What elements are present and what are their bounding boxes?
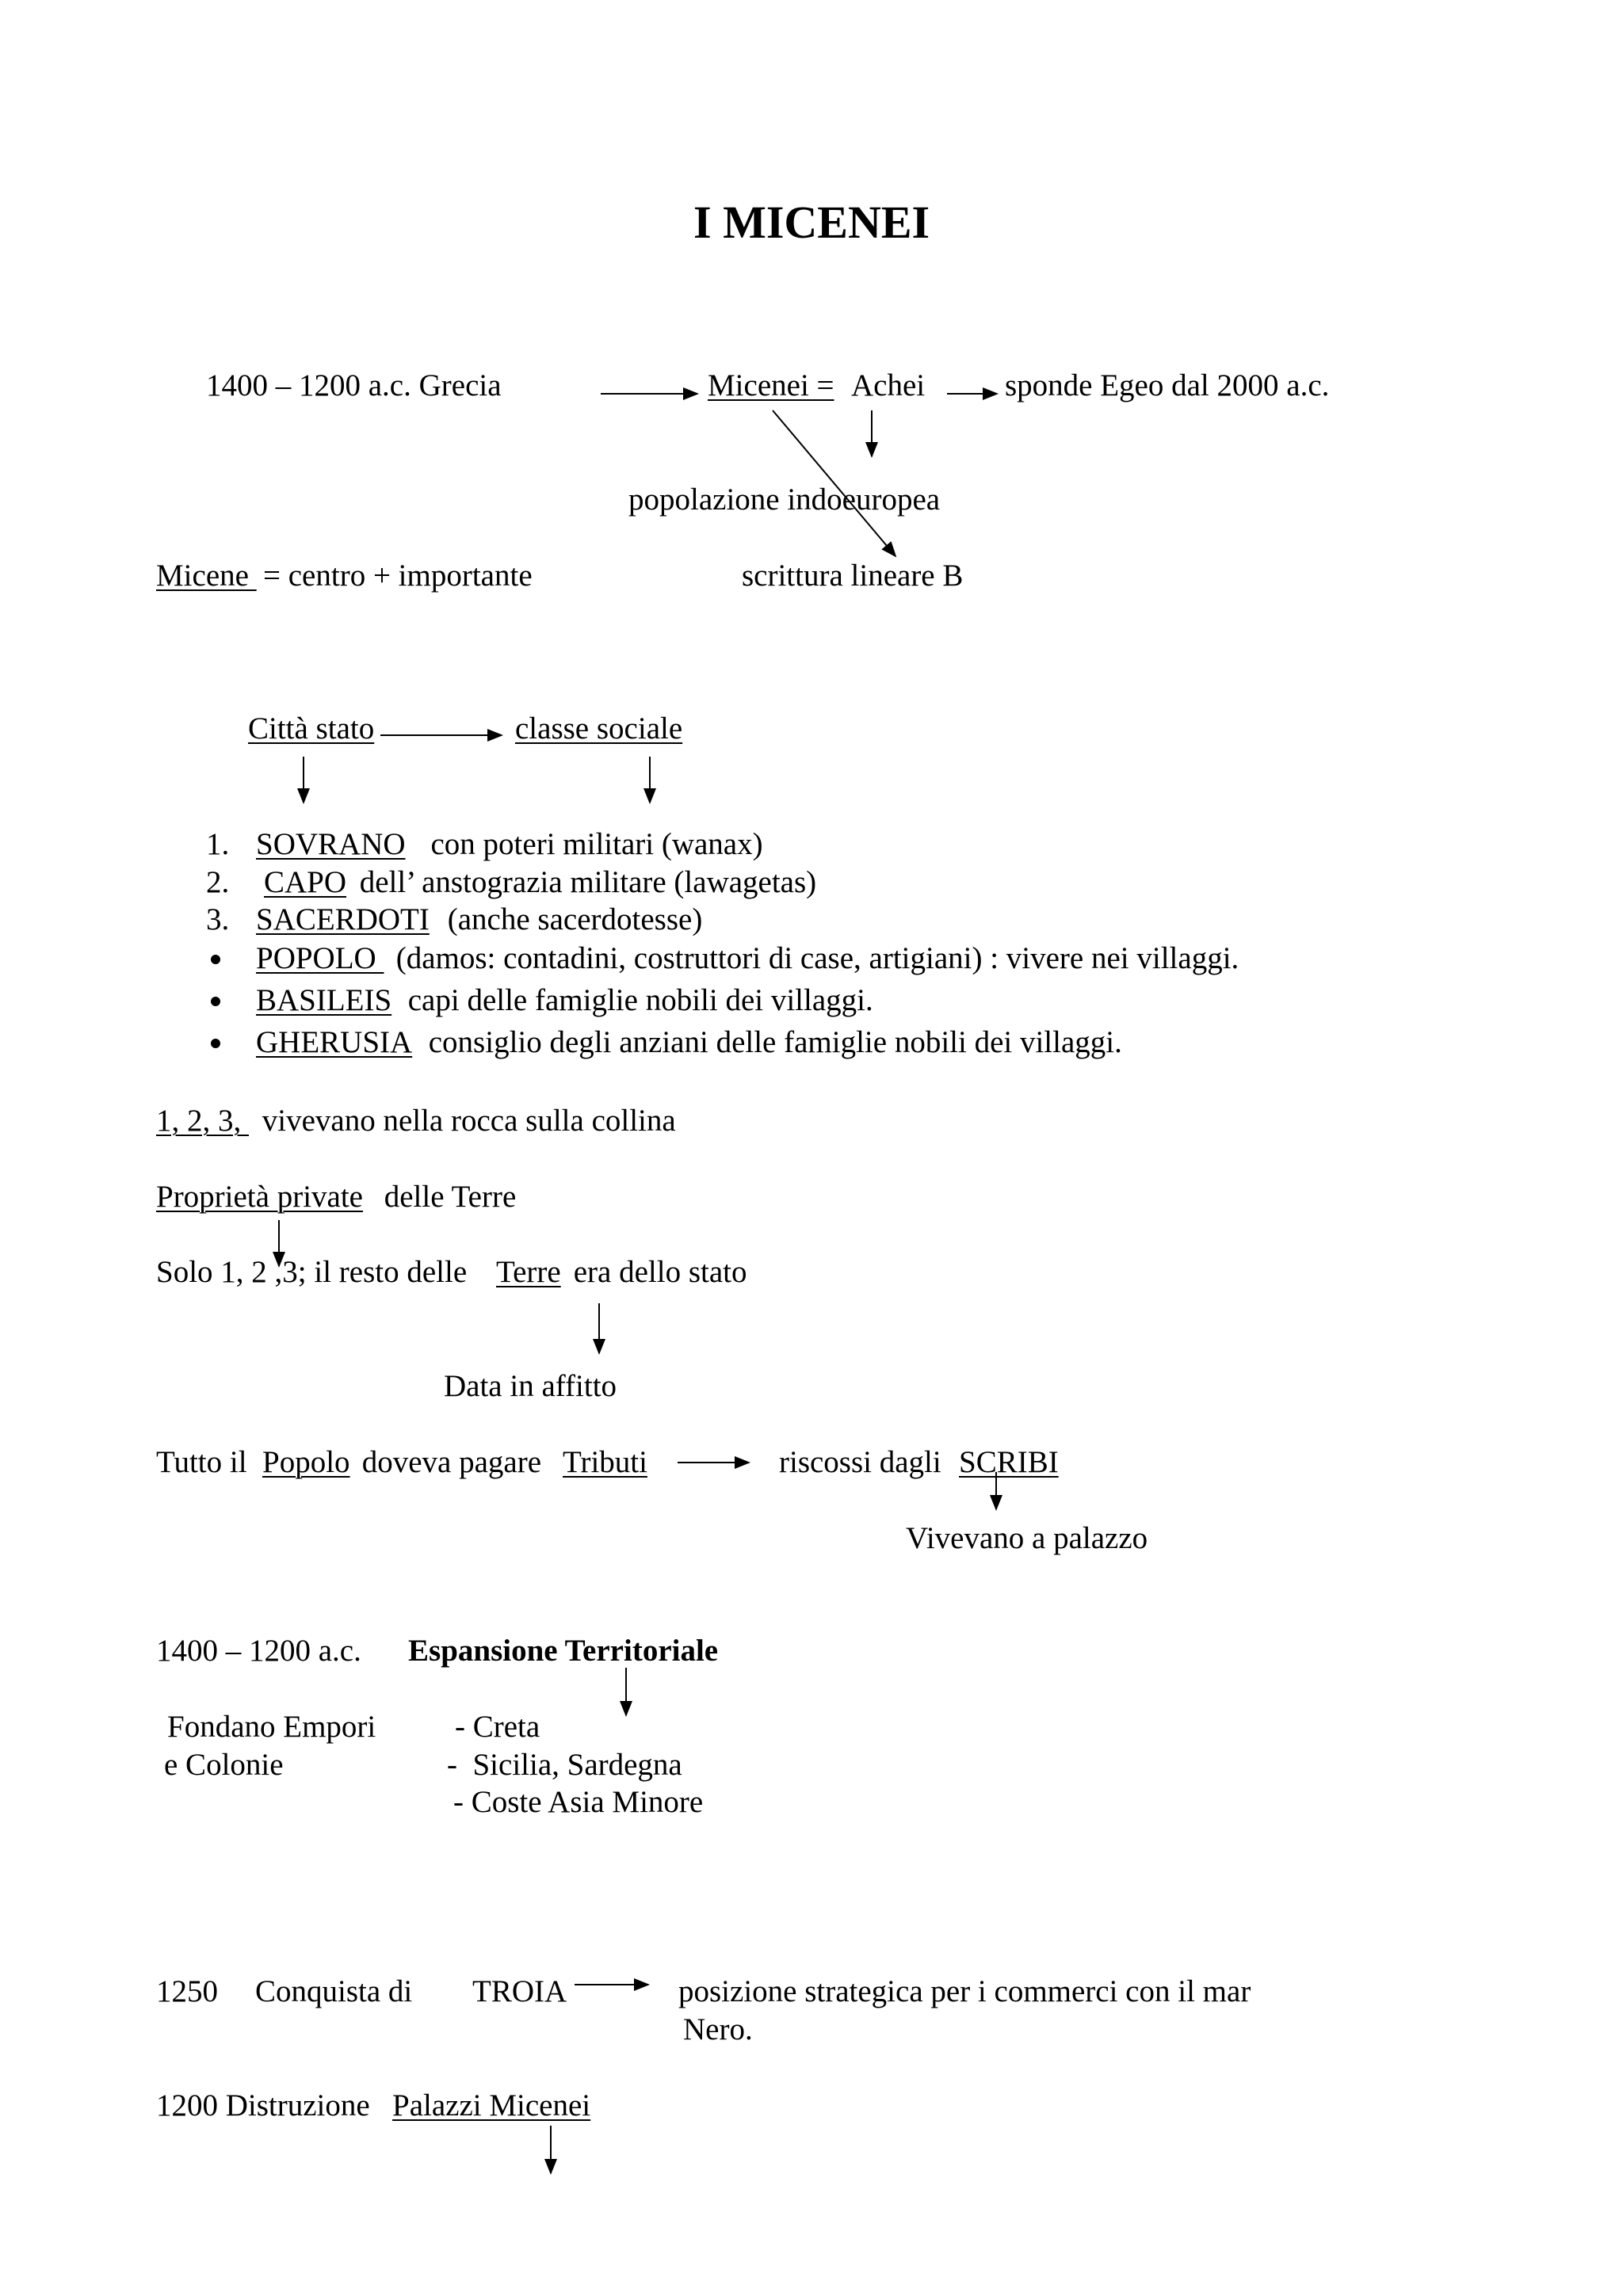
sacerdoti-term: SACERDOTI [256, 902, 430, 936]
popolo-link: Popolo [262, 1445, 350, 1479]
solo-end: era dello stato [566, 1255, 747, 1289]
sovrano-term: SOVRANO [256, 827, 406, 861]
popolo-term: POPOLO [256, 941, 384, 975]
micenei-label: Micenei = [708, 368, 834, 402]
terre-term: Terre [496, 1255, 561, 1289]
fondano-line2: e Colonie [164, 1748, 284, 1782]
sovrano-desc: con poteri militari (wanax) [415, 827, 763, 861]
place-sicilia: - Sicilia, Sardegna [447, 1748, 682, 1782]
arrow-micenei-scrittura [773, 410, 896, 556]
list-number: 2. [206, 865, 230, 899]
list-number: 3. [206, 902, 230, 936]
solo-text: Solo 1, 2 ,3; il resto delle [156, 1255, 475, 1289]
basileis-term: BASILEIS [256, 983, 392, 1017]
espansione-dates: 1400 – 1200 a.c. [156, 1634, 361, 1668]
riscossi-label: riscossi dagli [779, 1445, 949, 1479]
scrittura-label: scrittura lineare B [742, 559, 964, 593]
list-number: 1. [206, 827, 230, 861]
capo-desc: dell’ anstograzia militare (lawagetas) [352, 865, 817, 899]
sponde-label: sponde Egeo dal 2000 a.c. [1005, 368, 1330, 402]
proprieta-term: Proprietà private [156, 1180, 363, 1214]
palazzi-term: Palazzi Micenei [392, 2088, 591, 2122]
posizione-line2: Nero. [683, 2012, 753, 2046]
micene-rest: = centro + importante [263, 559, 533, 593]
troia-label: TROIA [472, 1974, 567, 2008]
achei-label: Achei [851, 368, 926, 402]
page-title: I MICENEI [693, 196, 930, 248]
micene-label: Micene [156, 559, 257, 593]
popolazione-label: popolazione indoeuropea [628, 482, 941, 517]
distruzione-text: 1200 Distruzione [156, 2088, 378, 2122]
tributi-term: Tributi [563, 1445, 647, 1479]
posizione-line1: posizione strategica per i commerci con il mar [678, 1974, 1251, 2008]
scribi-term: SCRIBI [959, 1445, 1059, 1479]
basileis-desc: capi delle famiglie nobili dei villaggi. [400, 983, 873, 1017]
place-asia: - Coste Asia Minore [453, 1785, 704, 1819]
place-creta: - Creta [455, 1710, 540, 1744]
tributi-mid: doveva pagare [354, 1445, 549, 1479]
popolo-desc: (damos: contadini, costruttori di case, artigiani) : vivere nei villaggi. [388, 941, 1239, 975]
capo-term: CAPO [264, 865, 347, 899]
sacerdoti-desc: (anche sacerdotesse) [440, 902, 703, 936]
header-dates: 1400 – 1200 a.c. Grecia [206, 368, 502, 402]
fondano-line1: Fondano Empori [167, 1710, 376, 1744]
troia-year: 1250 [156, 1974, 218, 2008]
gherusia-desc: consiglio degli anziani delle famiglie nobili dei villaggi. [421, 1025, 1122, 1059]
citta-stato-label: Città stato [248, 711, 375, 746]
rocca-numbers: 1, 2, 3, [156, 1104, 249, 1138]
classe-sociale-label: classe sociale [515, 711, 683, 746]
conquista-label: Conquista di [255, 1974, 413, 2008]
espansione-title: Espansione Territoriale [408, 1634, 719, 1668]
rocca-desc: vivevano nella rocca sulla collina [254, 1104, 676, 1138]
gherusia-term: GHERUSIA [256, 1025, 413, 1059]
tributi-pre: Tutto il [156, 1445, 255, 1479]
palazzo-label: Vivevano a palazzo [906, 1521, 1148, 1555]
proprieta-desc: delle Terre [376, 1180, 517, 1214]
affitto-label: Data in affitto [444, 1369, 617, 1403]
